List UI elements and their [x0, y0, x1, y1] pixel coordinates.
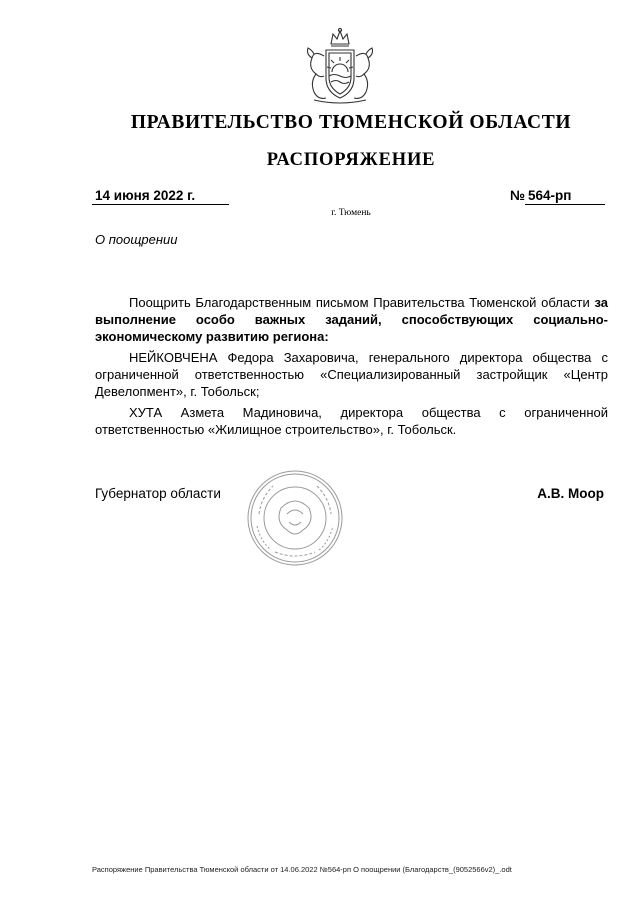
number-value: 564-рп: [525, 188, 605, 205]
coat-of-arms-icon: [300, 26, 380, 110]
document-body: [95, 294, 608, 442]
document-type-title: РАСПОРЯЖЕНИЕ: [266, 150, 436, 170]
signatory-name: А.В. Моор: [537, 486, 604, 501]
paragraph-1-bold: за выполнение особо важных заданий, способствующих социально-экономическому развитию региона:: [95, 295, 608, 344]
paragraph-1-lead: Поощрить Благодарственным письмом Правительства Тюменской области: [129, 295, 595, 310]
organization-title: ПРАВИТЕЛЬСТВО ТЮМЕНСКОЙ ОБЛАСТИ: [130, 112, 572, 133]
document-date: 14 июня 2022 г.: [92, 188, 229, 205]
paragraph-1: [95, 294, 608, 345]
city-label: г. Тюмень: [331, 208, 371, 218]
official-seal-icon: [245, 468, 345, 568]
number-sign: №: [510, 188, 526, 203]
paragraph-2: НЕЙКОВЧЕНА Федора Захаровича, генерального директора общества с ограниченной ответственностью «Специализированный застройщик «Центр Девелопмент», г. Тобольск;: [95, 350, 608, 399]
document-number: [510, 188, 605, 206]
signatory-title: Губернатор области: [95, 486, 221, 501]
paragraph-3: ХУТА Азмета Мадиновича, директора общества с ограниченной ответственностью «Жилищное строительство», г. Тобольск.: [95, 405, 608, 437]
subject-line: О поощрении: [95, 232, 178, 247]
footer-file-reference: Распоряжение Правительства Тюменской области от 14.06.2022 №564-рп О поощрении (Благодарств_(9052566v2)_.odt: [92, 865, 512, 874]
